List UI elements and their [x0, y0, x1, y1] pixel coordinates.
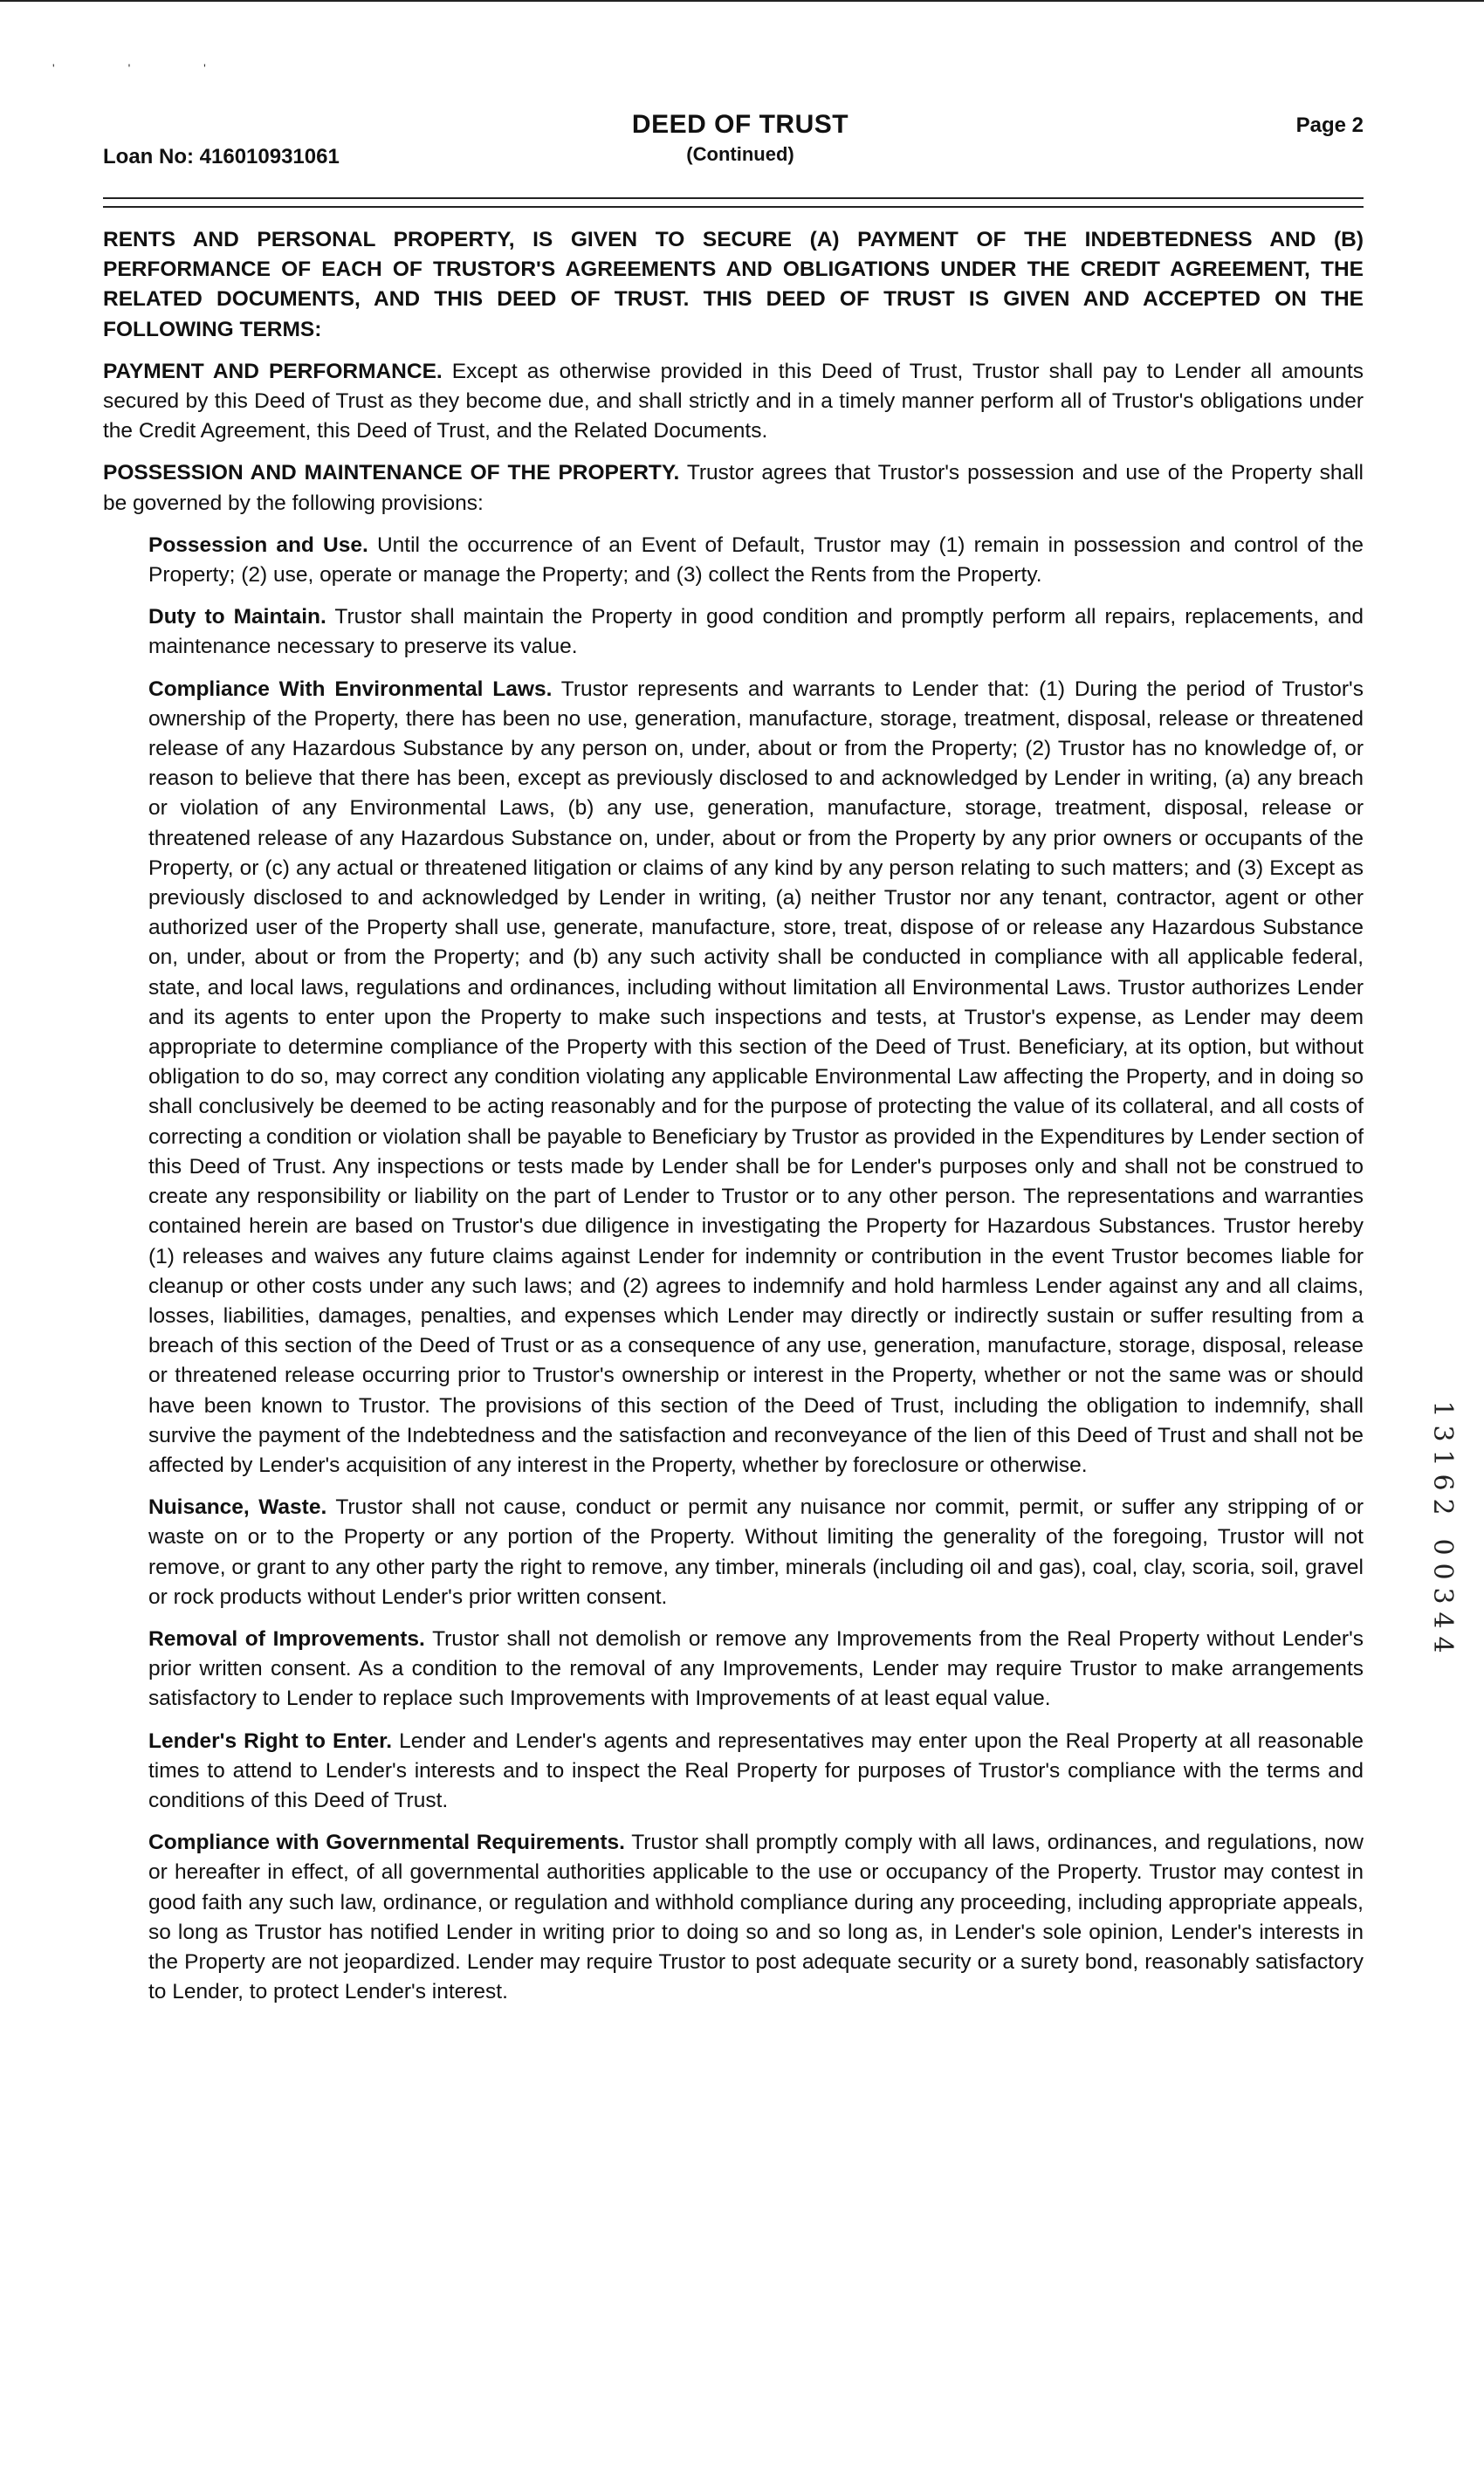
stamp-digit: 0: [1427, 1538, 1458, 1556]
subsection-text: Trustor shall not cause, conduct or permit any nuisance nor commit, permit, or suffer any stripping of or waste on or to the Property or any portion of the Property. Without limiting the generality of the foregoing, Trustor will not remove, or grant to any other party the right to remove, any timber, minerals (including oil and gas), coal, clay, scoria, soil, gravel or rock products without Lender's prior written consent.: [148, 1495, 1364, 1609]
subsection-governmental: [148, 1828, 1364, 2007]
subsection-text: Trustor shall promptly comply with all laws, ordinances, and regulations, now or hereafter in effect, of all governmental authorities applicable to the use or occupancy of the Property. Trustor may contest in good faith any such law, ordinance, or regulation and withhold compliance during any proceeding, including appropriate appeals, so long as Trustor has notified Lender in writing prior to doing so and so long as, in Lender's sole opinion, Lender's interests in the Property are not jeopardized. Lender may require Trustor to post adequate security or a surety bond, reasonably satisfactory to Lender, to protect Lender's interest.: [148, 1831, 1364, 2004]
header-rule-top: [103, 197, 1364, 199]
section-text: Trustor agrees that Trustor's possession and use of the Property shall be governed by the following provisions:: [103, 461, 1364, 515]
header-rule-bottom: [103, 206, 1364, 208]
stamp-digit: 0: [1427, 1563, 1458, 1580]
stamp-digit: 1: [1427, 1449, 1458, 1467]
stamp-digit: 3: [1427, 1587, 1458, 1605]
stamp-digit: 4: [1427, 1612, 1458, 1629]
section-heading: PAYMENT AND PERFORMANCE.: [103, 359, 443, 383]
subsection-heading: Duty to Maintain.: [148, 605, 326, 629]
subsection-text: Trustor shall maintain the Property in good condition and promptly perform all repairs, replacements, and maintenance necessary to preserve its value.: [148, 605, 1364, 659]
subsection-text: Trustor represents and warrants to Lender that: (1) During the period of Trustor's ownership of the Property, there has been no use, generation, manufacture, storage, treatment, disposal, release or threatened release of any Hazardous Substance by any person on, under, about or from the Property; (2) Trustor has no knowledge of, or reason to believe that there has been, except as previously disclosed to and acknowledged by Lender in writing, (a) any breach or violation of any Environmental Laws, (b) any use, generation, manufacture, storage, treatment, disposal, release or threatened release of any Hazardous Substance on, under, about or from the Property by any prior owners or occupants of the Property, or (c) any actual or threatened litigation or claims of any kind by any person relating to such matters; and (3) Except as previously disclosed to and acknowledged by Lender in writing, (a) neither Trustor nor any tenant, contractor, agent or other authorized user of the Property shall use, generate, manufacture, store, treat, dispose of or release any Hazardous Substance on, under, about or from the Property; and (b) any such activity shall be conducted in compliance with all applicable federal, state, and local laws, regulations and ordinances, including without limitation all Environmental Laws. Trustor authorizes Lender and its agents to enter upon the Property to make such inspections and tests, at Trustor's expense, as Lender may deem appropriate to determine compliance of the Property with this section of the Deed of Trust. Beneficiary, at its option, but without obligation to do so, may correct any condition violating any applicable Environmental Law affecting the Property, and in doing so shall conclusively be deemed to be acting reasonably and for the purpose of protecting the value of its collateral, and all costs of correcting a condition or violation shall be payable to Beneficiary by Trustor as provided in the Expenditures by Lender section of this Deed of Trust. Any inspections or tests made by Lender shall be for Lender's purposes only and shall not be construed to create any responsibility or liability on the part of Lender to Trustor or to any other person. The representations and warranties contained herein are based on Trustor's due diligence in investigating the Property for Hazardous Substances. Trustor hereby (1) releases and waives any future claims against Lender for indemnity or contribution in the event Trustor becomes liable for cleanup or other costs under any such laws; and (2) agrees to indemnify and hold harmless Lender against any and all claims, losses, liabilities, damages, penalties, and expenses which Lender may directly or indirectly sustain or suffer resulting from a breach of this section of the Deed of Trust or as a consequence of any use, generation, manufacture, storage, disposal, release or threatened release occurring prior to Trustor's ownership or interest in the Property, whether or not the same was or should have been known to Trustor. The provisions of this section of the Deed of Trust, including the obligation to indemnify, shall survive the payment of the Indebtedness and the satisfaction and reconveyance of the lien of this Deed of Trust and shall not be affected by Lender's acquisition of any interest in the Property, whether by foreclosure or otherwise.: [148, 677, 1364, 1477]
subsection-heading: Nuisance, Waste.: [148, 1495, 327, 1520]
title-block: [557, 110, 924, 166]
document-title: DEED OF TRUST: [631, 110, 849, 139]
stamp-digit: 1: [1427, 1400, 1458, 1418]
subsection-text: Trustor shall not demolish or remove any Improvements from the Real Property without Lender's prior written consent. As a condition to the removal of any Improvements, Lender may require Trustor to make arrangements satisfactory to Lender to replace such Improvements with Improvements of at least equal value.: [148, 1626, 1364, 1711]
top-border: [0, 0, 1484, 2]
subsection-text: Until the occurrence of an Event of Default, Trustor may (1) remain in possession and control of the Property; (2) use, operate or manage the Property; and (3) collect the Rents from the Property.: [148, 533, 1364, 588]
subsection-possession-use: [148, 531, 1364, 590]
recording-stamp: [1425, 1397, 1460, 1657]
section-payment: [103, 357, 1364, 447]
section-text: Except as otherwise provided in this Deed of Trust, Trustor shall pay to Lender all amounts secured by this Deed of Trust as they become due, and shall strictly and in a timely manner perform all of Trustor's obligations under the Credit Agreement, this Deed of Trust, and the Related Documents.: [103, 359, 1364, 443]
page-number: Page 2: [1295, 113, 1364, 137]
subsection-heading: Compliance With Environmental Laws.: [148, 677, 553, 701]
subsection-nuisance-waste: [148, 1493, 1364, 1612]
subsection-removal-improvements: [148, 1625, 1364, 1715]
document-body: [103, 225, 1364, 2019]
subsection-text: Lender and Lender's agents and representatives may enter upon the Real Property at all reasonable times to attend to Lender's interests and to inspect the Real Property for purposes of Trustor's compliance with the terms and conditions of this Deed of Trust.: [148, 1729, 1364, 1812]
section-heading: POSSESSION AND MAINTENANCE OF THE PROPERTY.: [103, 461, 680, 485]
section-possession: [103, 458, 1364, 518]
loan-number: Loan No: 416010931061: [103, 145, 340, 168]
stamp-digit: 3: [1427, 1425, 1458, 1442]
stamp-digit: 4: [1427, 1636, 1458, 1653]
document-subtitle: (Continued): [686, 143, 794, 165]
subsection-right-to-enter: [148, 1727, 1364, 1817]
stamp-digit: 6: [1427, 1474, 1458, 1491]
subsection-heading: Removal of Improvements.: [148, 1626, 425, 1651]
page-header: [103, 110, 1364, 180]
subsection-heading: Compliance with Governmental Requirements.: [148, 1831, 625, 1855]
scan-specks: ' ' ': [52, 61, 241, 75]
intro-paragraph: RENTS AND PERSONAL PROPERTY, IS GIVEN TO SECURE (A) PAYMENT OF THE INDEBTEDNESS AND (B) PERFORMANCE OF EACH OF TRUSTOR'S AGREEMENTS AND OBLIGATIONS UNDER THE CREDIT AGREEMENT, THE RELATED DOCUMENTS, AND THIS DEED OF TRUST. THIS DEED OF TRUST IS GIVEN AND ACCEPTED ON THE FOLLOWING TERMS:: [103, 228, 1364, 341]
subsection-heading: Possession and Use.: [148, 533, 368, 557]
subsection-duty-to-maintain: [148, 602, 1364, 662]
stamp-digit: 2: [1427, 1498, 1458, 1515]
subsection-environmental: [148, 675, 1364, 1481]
subsection-heading: Lender's Right to Enter.: [148, 1729, 393, 1753]
